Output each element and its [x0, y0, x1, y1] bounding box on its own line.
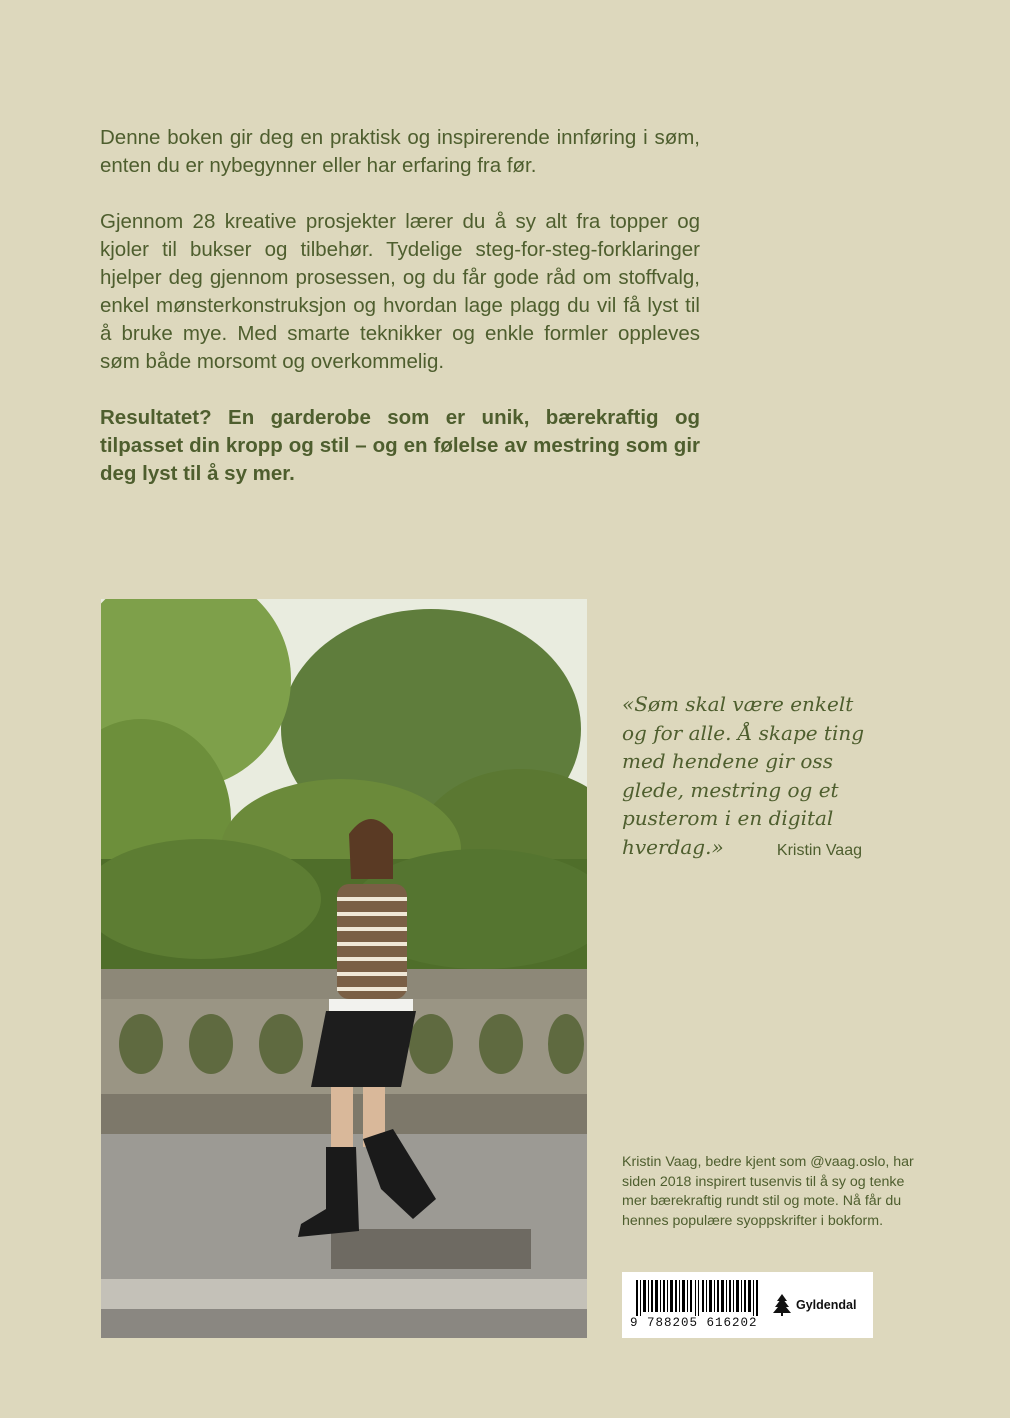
barcode-icon — [636, 1280, 766, 1316]
quote-author: Kristin Vaag — [776, 842, 862, 859]
isbn-number: 9 788205 616202 — [630, 1316, 758, 1330]
barcode-box — [622, 1272, 873, 1338]
publisher-name: Gyldendal — [796, 1298, 857, 1312]
back-cover-description — [100, 124, 700, 516]
intro-paragraph-1: Denne boken gir deg en praktisk og inspirerende innføring i søm, enten du er nybegynner eller har erfaring fra før. — [100, 126, 700, 177]
tree-icon — [772, 1294, 792, 1316]
author-photo — [101, 599, 587, 1338]
intro-paragraph-2: Gjennom 28 kreative prosjekter lærer du å sy alt fra topper og kjoler til bukser og tilbehør. Tydelige steg-for-steg-forklaringer hjelper deg gjennom prosessen, og du får gode råd om stoffvalg, enkel mønsterkonstruksjon og hvordan lage plagg du vil få lyst til å bruke mye. Med smarte teknikker og enkle formler oppleves søm både morsomt og overkommelig. — [100, 210, 700, 373]
author-bio: Kristin Vaag, bedre kjent som @vaag.oslo, har siden 2018 inspirert tusenvis til å sy og tenke mer bærekraftig rundt stil og mote. Nå får du hennes populære syoppskrifter i bokform. — [622, 1154, 914, 1229]
publisher-logo — [772, 1294, 856, 1316]
intro-paragraph-3: Resultatet? En garderobe som er unik, bærekraftig og tilpasset din kropp og stil – og en følelse av mestring som gir deg lyst til å sy mer. — [100, 406, 700, 485]
author-quote: «Søm skal være enkelt og for alle. Å skape ting med hendene gir oss glede, mestring og et pusterom i en digital hverdag.» — [622, 692, 865, 859]
